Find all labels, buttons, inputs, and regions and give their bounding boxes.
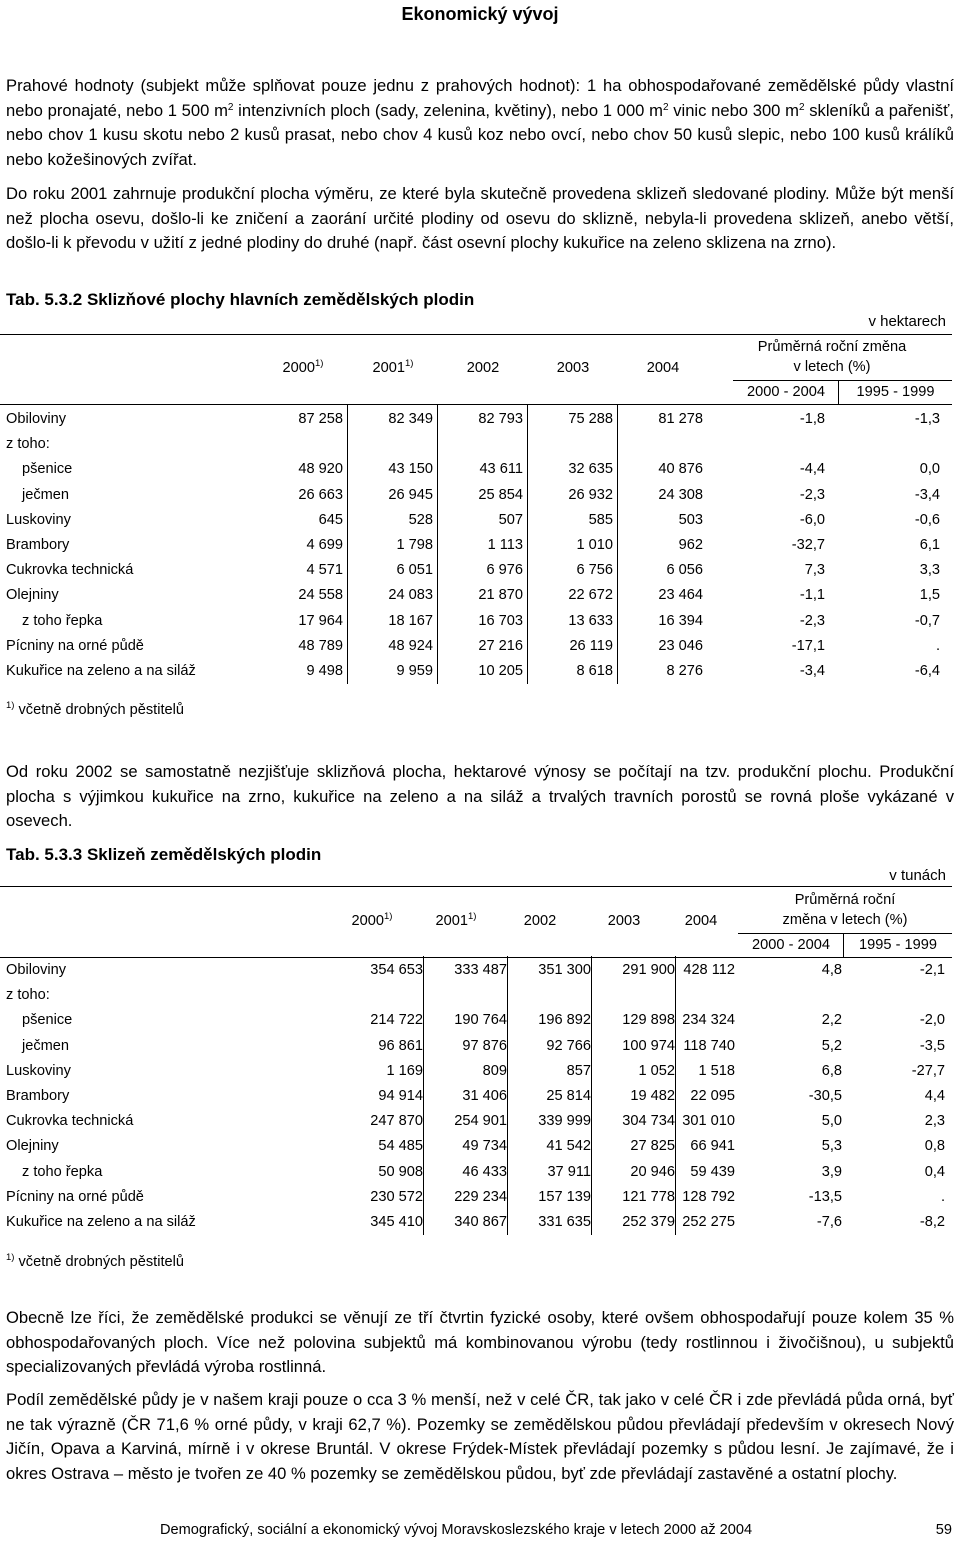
table-cell: -1,8 [799, 411, 825, 427]
row-label: z toho: [6, 987, 50, 1004]
header-sub-rule [733, 380, 952, 381]
table-cell: 50 908 [378, 1163, 423, 1180]
table-cell: -3,4 [914, 486, 940, 503]
table-header-rule [0, 404, 952, 405]
column-header-period-1995-1999: 1995 - 1999 [856, 384, 935, 400]
table-top-rule [0, 886, 952, 887]
row-label: ječmen [22, 486, 70, 503]
column-divider [507, 956, 508, 1235]
table-unit: v hektarech [868, 313, 946, 330]
table-row [0, 483, 960, 508]
table-cell: 8 618 [576, 663, 613, 679]
table-cell: 92 766 [546, 1037, 591, 1054]
table-cell: 645 [318, 511, 343, 528]
row-label: Pícniny na orné půdě [6, 1188, 144, 1205]
table-cell: 97 876 [462, 1037, 507, 1054]
table-cell: 13 633 [568, 612, 613, 629]
table-cell: 96 861 [378, 1037, 423, 1054]
table-cell: 27 825 [630, 1138, 675, 1155]
table-row [0, 1059, 960, 1084]
table-cell: 507 [498, 511, 523, 528]
row-label: pšenice [22, 461, 73, 478]
table-cell: -27,7 [911, 1062, 945, 1079]
table-cell: 25 854 [478, 486, 523, 503]
column-header-2001: 2001$^{1)}$ [435, 911, 477, 929]
table-cell: -4,4 [799, 461, 825, 478]
column-header-2000: 2000$^{1)}$ [282, 358, 324, 376]
table-footnote: $^{1)}$ včetně drobných pěstitelů [6, 1252, 185, 1270]
table-cell: 48 924 [388, 637, 433, 654]
table-cell: -6,0 [799, 511, 825, 528]
paragraph-land-share: Podíl zemědělské půdy je v našem kraji pouze o cca 3 % menší, než v celé ČR, tak jako v celé ČR i zde převládá půda orná, byť ne tak výrazně (ČR 71,6 % orné půdy, v kraji 62,7 %). Pozemky se zemědělskou půdou převládají především v okresech Nový Jičín, Opava a Karviná, mírně i v okrese Bruntál. V okrese Frýdek-Místek převládají pozemky s půdou lesní. Je zajímavé, že i okres Ostrava – město je tvořen ze 40 % pozemky se zemědělskou půdou, byť zde převládají zastavěné a ostatní plochy. [6, 1390, 954, 1483]
table-cell: 40 876 [658, 461, 703, 478]
table-cell: 252 379 [622, 1214, 675, 1230]
superscript: 2 [227, 101, 234, 113]
table-cell: 10 205 [478, 663, 523, 679]
table-cell: 82 349 [388, 411, 433, 427]
column-divider [527, 405, 528, 684]
table-cell: 4 571 [306, 562, 343, 579]
table-cell: 1 798 [396, 537, 433, 553]
table-cell: 0,4 [924, 1163, 945, 1180]
table-cell: -30,5 [808, 1088, 842, 1104]
column-divider [437, 405, 438, 684]
table-cell: 48 920 [298, 461, 343, 478]
table-cell: 4,4 [924, 1088, 945, 1104]
table-row [0, 533, 960, 558]
table-cell: 1 052 [638, 1062, 675, 1079]
row-label: z toho: [6, 436, 50, 453]
table-cell: 81 278 [658, 411, 703, 427]
table-caption: Tab. 5.3.2 Sklizňové plochy hlavních zemědělských plodin [6, 290, 475, 309]
table-cell: 16 703 [478, 612, 523, 629]
table-row [0, 1034, 960, 1059]
row-label: z toho řepka [22, 612, 103, 629]
table-cell: 6 976 [486, 562, 523, 579]
table-cell: 49 734 [462, 1138, 507, 1155]
table-row [0, 983, 960, 1008]
table-cell: 254 901 [454, 1113, 507, 1130]
table-row [0, 609, 960, 634]
table-row [0, 958, 960, 983]
table-cell: 23 046 [658, 637, 703, 654]
column-divider [347, 405, 348, 684]
table-cell: 26 663 [298, 486, 343, 503]
table-cell: 19 482 [630, 1088, 675, 1104]
column-header-average-change [738, 890, 952, 930]
table-cell: 7,3 [804, 562, 825, 579]
table-cell: -32,7 [791, 537, 825, 553]
column-header-2001: 2001$^{1)}$ [372, 358, 414, 376]
table-caption: Tab. 5.3.3 Sklizeň zemědělských plodin [6, 845, 322, 864]
table-cell: 345 410 [370, 1214, 423, 1230]
table-row [0, 659, 960, 684]
table-cell: 48 789 [298, 637, 343, 654]
row-label: Luskoviny [6, 1062, 71, 1079]
table-cell: 5,2 [821, 1037, 842, 1054]
header-divider [838, 380, 839, 404]
table-cell: 37 911 [547, 1163, 591, 1180]
table-cell: 24 308 [658, 486, 703, 503]
table-cell: 503 [678, 511, 703, 528]
table-cell: 1 169 [386, 1062, 423, 1079]
table-cell: 31 406 [462, 1088, 507, 1104]
column-divider [591, 956, 592, 1235]
table-cell: . [940, 1188, 945, 1205]
table-cell: -0,6 [914, 511, 940, 528]
table-cell: 2,2 [821, 1012, 842, 1029]
row-label: Luskoviny [6, 511, 71, 528]
table-cell: 2,3 [924, 1113, 945, 1130]
table-cell: 301 010 [682, 1113, 735, 1130]
table-cell: 857 [566, 1062, 591, 1079]
table-cell: 128 792 [682, 1188, 735, 1205]
column-header-2002: 2002 [466, 360, 500, 376]
table-cell: 21 870 [478, 587, 523, 604]
column-header-period-2000-2004: 2000 - 2004 [747, 384, 825, 400]
table-cell: 3,9 [821, 1163, 842, 1180]
table-row [0, 432, 960, 457]
table-cell: 5,0 [821, 1113, 842, 1130]
table-cell: 585 [588, 511, 613, 528]
table-cell: 9 498 [306, 663, 343, 679]
table-row [0, 558, 960, 583]
table-cell: 1 113 [487, 537, 523, 553]
column-divider [423, 956, 424, 1235]
paragraph-production-area: Do roku 2001 zahrnuje produkční plocha výměru, ze které byla skutečně provedena sklizeň sledované plodiny. Může být menší než plocha osevu, došlo-li ke zničení a zaorání určité plodiny od osevu do sklizně, nebyla-li provedena sklizeň, anebo větší, došlo-li k převodu v užití z jedné plodiny do druhé (např. část osevní plochy kukuřice na zeleno sklizena na zrno). [6, 184, 954, 253]
table-cell: 291 900 [622, 962, 675, 978]
table-cell: 6,8 [821, 1062, 842, 1079]
table-cell: 82 793 [478, 411, 523, 427]
paragraph-threshold-values [6, 74, 954, 172]
row-label: Olejniny [6, 587, 59, 604]
table-cell: 809 [482, 1062, 507, 1079]
table-cell: 43 150 [388, 461, 433, 478]
table-cell: 157 139 [538, 1188, 591, 1205]
table-cell: 196 892 [538, 1012, 591, 1029]
table-cell: -2,3 [799, 486, 825, 503]
table-cell: . [935, 637, 940, 654]
paragraph-text: Prahové hodnoty (subjekt může splňovat pouze jednu z prahových hodnot): 1 ha obhospodařované zemědělské půdy vlastní nebo pronajaté, nebo 1 500 m [6, 76, 954, 120]
table-unit: v tunách [889, 867, 946, 884]
table-cell: 234 324 [682, 1012, 735, 1029]
header-text: Průměrná roční změna [757, 339, 907, 355]
table-cell: 87 258 [298, 411, 343, 427]
column-header-period-2000-2004: 2000 - 2004 [752, 937, 830, 953]
table-cell: -8,2 [919, 1214, 945, 1230]
table-cell: 75 288 [568, 411, 613, 427]
table-cell: 9 959 [396, 663, 433, 679]
table-cell: -6,4 [914, 663, 940, 679]
table-cell: 252 275 [682, 1214, 735, 1230]
table-cell: 6 756 [576, 562, 613, 579]
table-cell: 247 870 [370, 1113, 423, 1130]
table-row [0, 1134, 960, 1159]
header-text: Průměrná roční [794, 892, 896, 908]
table-cell: 6,1 [919, 537, 940, 553]
table-cell: -7,6 [816, 1214, 842, 1230]
table-row [0, 1109, 960, 1134]
table-cell: 8 276 [666, 663, 703, 679]
table-row [0, 583, 960, 608]
column-header-2003: 2003 [607, 913, 641, 929]
table-cell: 962 [678, 537, 703, 553]
table-cell: 16 394 [658, 612, 703, 629]
column-divider [617, 405, 618, 684]
table-cell: 46 433 [462, 1163, 507, 1180]
row-label: ječmen [22, 1037, 70, 1054]
header-text: změna v letech (%) [782, 912, 908, 928]
column-header-2004: 2004 [646, 360, 680, 376]
column-header-2000: 2000$^{1)}$ [351, 911, 393, 929]
table-cell: 351 300 [538, 962, 591, 978]
table-cell: -2,3 [799, 612, 825, 629]
table-cell: 0,8 [924, 1138, 945, 1155]
table-row [0, 1185, 960, 1210]
table-cell: 32 635 [568, 461, 613, 478]
header-sub-rule [738, 933, 952, 934]
row-label: Cukrovka technická [6, 562, 134, 579]
table-cell: 6 051 [396, 562, 433, 579]
table-cell: 428 112 [683, 962, 735, 978]
paragraph-text: skleníků a pařenišť, nebo chov 1 kusu skotu nebo 2 kusů prasat, nebo chov 4 kusů koz nebo ovcí, nebo chov 50 kusů slepic, nebo 100 kusů králíků nebo kožešinových zvířat. [6, 100, 954, 169]
table-cell: 230 572 [370, 1188, 423, 1205]
paragraph-text: intenzivních ploch (sady, zelenina, květiny), nebo 1 000 m [233, 100, 663, 120]
table-cell: 340 867 [454, 1214, 507, 1230]
table-cell: 66 941 [690, 1138, 735, 1155]
row-label: Obiloviny [6, 962, 67, 978]
row-label: pšenice [22, 1012, 73, 1029]
row-label: Pícniny na orné půdě [6, 637, 144, 654]
table-row [0, 1084, 960, 1109]
table-cell: 59 439 [690, 1163, 735, 1180]
superscript: 2 [662, 101, 669, 113]
table-cell: 41 542 [546, 1138, 591, 1155]
table-cell: -3,5 [919, 1037, 945, 1054]
footer-text: Demografický, sociální a ekonomický vývoj Moravskoslezského kraje v letech 2000 až 2004 [160, 1522, 753, 1538]
table-cell: 24 083 [388, 587, 433, 604]
table-cell: 528 [408, 511, 433, 528]
page-number: 59 [935, 1522, 952, 1538]
table-cell: 331 635 [538, 1214, 591, 1230]
table-footnote: $^{1)}$ včetně drobných pěstitelů [6, 700, 185, 718]
table-cell: 18 167 [388, 612, 433, 629]
table-cell: -2,0 [919, 1012, 945, 1029]
table-cell: 214 722 [370, 1012, 423, 1029]
row-label: z toho řepka [22, 1163, 103, 1180]
table-cell: 23 464 [658, 587, 703, 604]
table-cell: 26 932 [568, 486, 613, 503]
row-label: Kukuřice na zeleno a na siláž [6, 663, 196, 679]
table-cell: -13,5 [808, 1188, 842, 1205]
table-cell: 339 999 [538, 1113, 591, 1130]
table-cell: 304 734 [622, 1113, 675, 1130]
table-cell: -1,3 [914, 411, 940, 427]
table-row [0, 457, 960, 482]
table-cell: 129 898 [622, 1012, 675, 1029]
table-cell: 22 095 [690, 1088, 735, 1104]
table-cell: -2,1 [919, 962, 945, 978]
paragraph-production-note: Od roku 2002 se samostatně nezjišťuje sklizňová plocha, hektarové výnosy se počítají na tzv. produkční plochu. Produkční plocha s výjimkou kukuřice na zrno, kukuřice na zeleno a na siláž a trvalých travních porostů se rovná ploše vykázané v osevech. [6, 762, 954, 831]
table-cell: 26 945 [388, 486, 433, 503]
table-cell: 118 740 [683, 1037, 735, 1054]
table-cell: 0,0 [919, 461, 940, 478]
row-label: Kukuřice na zeleno a na siláž [6, 1214, 196, 1230]
page-title: Ekonomický vývoj [401, 4, 559, 24]
table-cell: 3,3 [919, 562, 940, 579]
row-label: Cukrovka technická [6, 1113, 134, 1130]
table-cell: 1,5 [919, 587, 940, 604]
table-row [0, 508, 960, 533]
column-header-2004: 2004 [684, 913, 718, 929]
table-row [0, 1008, 960, 1033]
table-row [0, 1210, 960, 1235]
table-cell: 17 964 [298, 612, 343, 629]
row-label: Olejniny [6, 1138, 59, 1155]
row-label: Brambory [6, 1088, 70, 1104]
paragraph-text: vinic nebo 300 m [668, 100, 799, 120]
row-label: Obiloviny [6, 411, 67, 427]
column-header-2003: 2003 [556, 360, 590, 376]
table-cell: 1 010 [576, 537, 613, 553]
table-cell: 25 814 [546, 1088, 591, 1104]
table-cell: 5,3 [821, 1138, 842, 1155]
table-top-rule [0, 334, 952, 335]
table-row [0, 407, 960, 432]
table-cell: 333 487 [454, 962, 507, 978]
table-cell: 26 119 [569, 637, 613, 654]
table-cell: 43 611 [479, 461, 523, 478]
header-divider [843, 933, 844, 957]
table-cell: 22 672 [568, 587, 613, 604]
table-cell: 100 974 [622, 1037, 675, 1054]
table-cell: 1 518 [698, 1062, 735, 1079]
table-cell: 94 914 [378, 1088, 423, 1104]
table-cell: 24 558 [298, 587, 343, 604]
table-cell: 354 653 [370, 962, 423, 978]
table-cell: 6 056 [666, 562, 703, 579]
table-row [0, 634, 960, 659]
column-header-2002: 2002 [523, 913, 557, 929]
table-cell: 27 216 [478, 637, 523, 654]
table-cell: 20 946 [630, 1163, 675, 1180]
table-cell: 54 485 [378, 1138, 423, 1155]
superscript: 2 [798, 101, 805, 113]
table-cell: -0,7 [914, 612, 940, 629]
table-cell: 229 234 [454, 1188, 507, 1205]
table-cell: 121 778 [622, 1188, 675, 1205]
table-cell: 4,8 [821, 962, 842, 978]
column-header-average-change [712, 337, 952, 377]
table-cell: 190 764 [454, 1012, 507, 1029]
table-cell: -17,1 [791, 637, 825, 654]
paragraph-agri-producers: Obecně lze říci, že zemědělské produkci se věnují ze tří čtvrtin fyzické osoby, které ovšem obhospodařují pouze kolem 35 % obhospodařovaných ploch. Více než polovina subjektů má kombinovanou výrobu (tedy rostlinnou i živočišnou), u subjektů specializovaných převládá výroba rostlinná. [6, 1308, 954, 1377]
header-text: v letech (%) [793, 359, 871, 375]
column-divider [675, 956, 676, 1235]
row-label: Brambory [6, 537, 70, 553]
table-cell: -1,1 [799, 587, 825, 604]
table-cell: -3,4 [799, 663, 825, 679]
table-cell: 4 699 [306, 537, 343, 553]
column-header-period-1995-1999: 1995 - 1999 [859, 937, 937, 953]
table-row [0, 1160, 960, 1185]
